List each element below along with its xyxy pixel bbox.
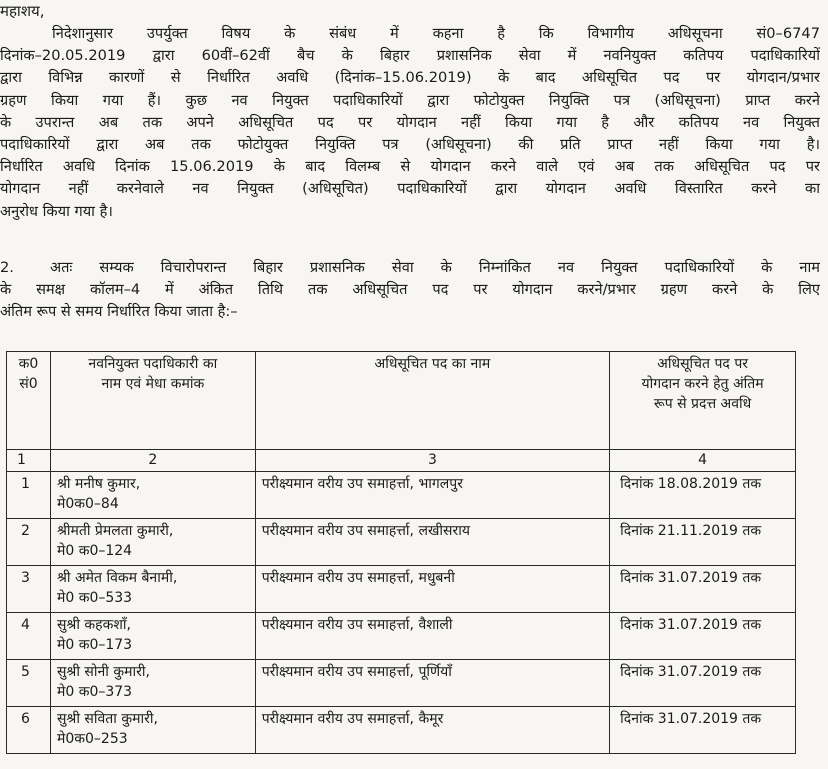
- paragraph-line: द्वारा विभिन्न कारणों से निर्धारित अवधि (दिनांक–15.06.2019) के बाद अधिसूचित पद पर योगदान/प्रभार: [0, 69, 820, 87]
- serial-cell: 4: [7, 613, 51, 660]
- paragraph-line: के उपरान्त अब तक अपने अधिसूचित पद पर योगदान नहीं किया गया है और कतिपय नव नियुक्त: [0, 113, 820, 131]
- header-officer-name: नवनियुक्त पदाधिकारी का नाम एवं मेधा कमांक: [50, 352, 255, 450]
- serial-cell: 5: [7, 660, 51, 707]
- table-row: [7, 472, 796, 519]
- table-row: [7, 660, 796, 707]
- paragraph-line: के समक्ष कॉलम–4 में अंकित तिथि तक अधिसूचित पद पर योगदान करने/प्रभार ग्रहण करने के लिए: [0, 281, 820, 299]
- column-number: 3: [255, 450, 609, 472]
- paragraph-line: अंतिम रूप से समय निर्धारित किया जाता है:–: [0, 303, 238, 321]
- header-deadline: अधिसूचित पद पर योगदान करने हेतु अंतिम रूप से प्रदत्त अवधि: [610, 352, 796, 450]
- paragraph-line: निदेशानुसार उपर्युक्त विषय के संबंध में कहना है कि विभागीय अधिसूचना सं0–6747: [52, 25, 820, 42]
- deadline-cell: दिनांक 21.11.2019 तक: [610, 519, 796, 566]
- post-cell: परीक्ष्यमान वरीय उप समाहर्त्ता, कैमूर: [255, 707, 609, 754]
- paragraph-line: ग्रहण किया गया हैं। कुछ नव नियुक्त पदाधिकारियों द्वारा फोटोयुक्त नियुक्ति पत्र (अधिसूचना) प्राप्त करने: [0, 91, 820, 109]
- paragraph-line: दिनांक–20.05.2019 द्वारा 60वीं–62वीं बैच के बिहार प्रशासनिक सेवा में नवनियुक्त कतिपय पदाधिकारियों: [0, 47, 820, 65]
- officer-cell: [50, 566, 255, 613]
- merit-number: मे0 क0–533: [56, 590, 133, 606]
- post-cell: परीक्ष्यमान वरीय उप समाहर्त्ता, वैशाली: [255, 613, 609, 660]
- officer-name: सुश्री सविता कुमारी,: [56, 711, 158, 727]
- merit-number: मे0 क0–173: [56, 637, 133, 653]
- column-number-row: [7, 450, 796, 472]
- deadline-cell: दिनांक 18.08.2019 तक: [610, 472, 796, 519]
- officer-name: श्री अमेत विकम बैनामी,: [56, 570, 178, 586]
- officer-name: श्री मनीष कुमार,: [56, 476, 141, 492]
- paragraph-line: 2. अतः सम्यक विचारोपरान्त बिहार प्रशासनिक सेवा के निम्नांकित नव नियुक्त पदाधिकारियों के नाम: [0, 259, 820, 276]
- deadline-cell: दिनांक 31.07.2019 तक: [610, 613, 796, 660]
- table-row: [7, 566, 796, 613]
- merit-number: मे0 क0–124: [56, 543, 133, 559]
- column-number: 2: [50, 450, 255, 472]
- paragraph-line: योगदान नहीं करनेवाले नव नियुक्त (अधिसूचित) पदाधिकारियों द्वारा योगदान अवधि विस्तारित करने का: [0, 180, 820, 198]
- salutation: महाशय,: [0, 2, 45, 20]
- paragraph-line: पदाधिकारियों द्वारा अब तक फोटोयुक्त नियुक्ति पत्र (अधिसूचना) की प्रति प्राप्त नहीं किया गया है।: [0, 136, 820, 154]
- deadline-cell: दिनांक 31.07.2019 तक: [610, 660, 796, 707]
- table-row: [7, 519, 796, 566]
- merit-number: मे0क0–253: [56, 731, 128, 747]
- officer-cell: [50, 613, 255, 660]
- posting-deadline-table: [6, 351, 796, 754]
- officer-name: सुश्री कहकशाँ,: [56, 617, 131, 633]
- post-cell: परीक्ष्यमान वरीय उप समाहर्त्ता, लखीसराय: [255, 519, 609, 566]
- serial-cell: 6: [7, 707, 51, 754]
- officer-cell: [50, 472, 255, 519]
- column-number: 1: [7, 450, 51, 472]
- serial-cell: 1: [7, 472, 51, 519]
- officer-cell: [50, 519, 255, 566]
- paragraph-line: अनुरोध किया गया है।: [0, 202, 113, 220]
- officer-cell: [50, 660, 255, 707]
- serial-cell: 3: [7, 566, 51, 613]
- table-header-row: [7, 352, 796, 450]
- header-post-name: अधिसूचित पद का नाम: [255, 352, 609, 450]
- officer-name: श्रीमती प्रेमलता कुमारी,: [56, 523, 174, 539]
- post-cell: परीक्ष्यमान वरीय उप समाहर्त्ता, पूर्णियाँ: [255, 660, 609, 707]
- header-serial: क0 सं0: [7, 352, 51, 450]
- post-cell: परीक्ष्यमान वरीय उप समाहर्त्ता, मधुबनी: [255, 566, 609, 613]
- officer-name: सुश्री सोनी कुमारी,: [56, 664, 150, 680]
- deadline-cell: दिनांक 31.07.2019 तक: [610, 566, 796, 613]
- serial-cell: 2: [7, 519, 51, 566]
- paragraph-2: [0, 257, 820, 324]
- table-row: [7, 707, 796, 754]
- paragraph-number: 2.: [0, 259, 14, 276]
- deadline-cell: दिनांक 31.07.2019 तक: [610, 707, 796, 754]
- merit-number: मे0 क0–373: [56, 684, 133, 700]
- paragraph-1: [0, 23, 820, 223]
- column-number: 4: [610, 450, 796, 472]
- table-row: [7, 613, 796, 660]
- paragraph-line: निर्धारित अवधि दिनांक 15.06.2019 के बाद विलम्ब से योगदान करने वाले एवं अब तक अधिसूचित पद पर: [0, 158, 820, 176]
- post-cell: परीक्ष्यमान वरीय उप समाहर्त्ता, भागलपुर: [255, 472, 609, 519]
- merit-number: मे0क0–84: [56, 496, 119, 512]
- officer-cell: [50, 707, 255, 754]
